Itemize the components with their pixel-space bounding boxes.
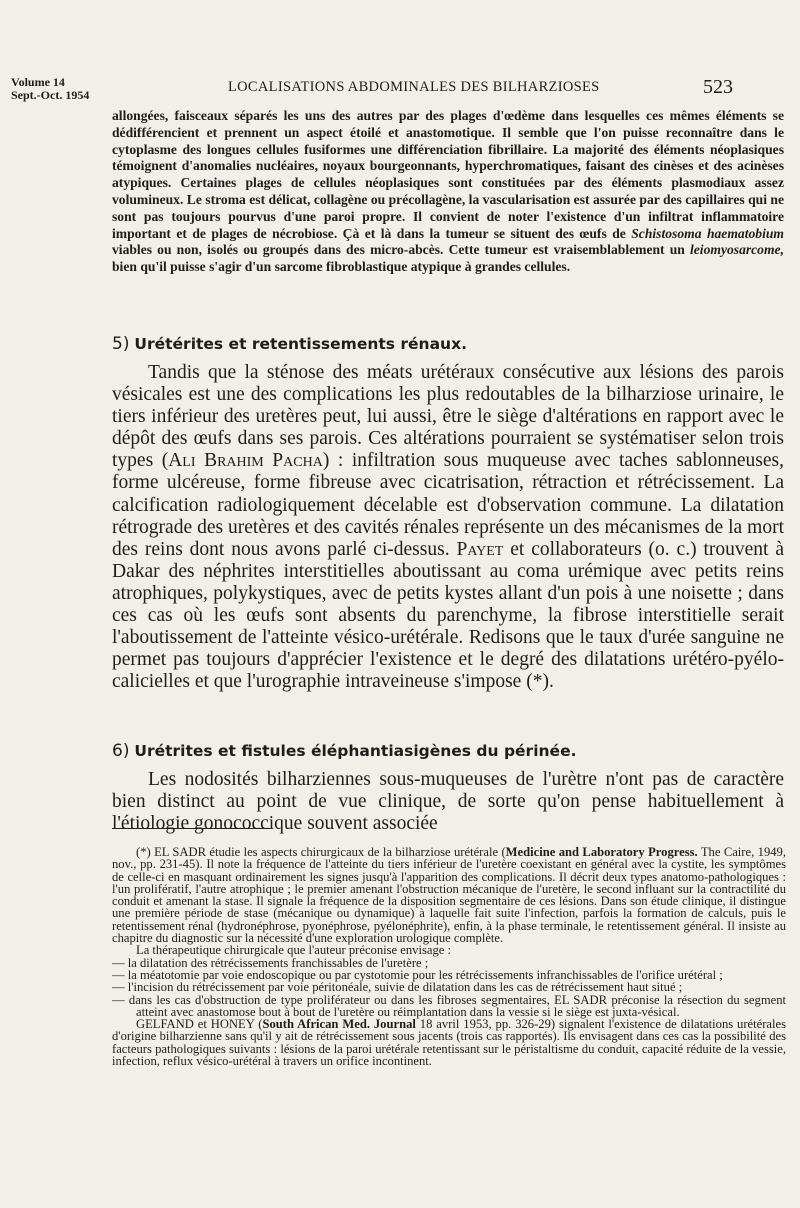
footnote-paragraph — [112, 1018, 786, 1067]
text-run: 18 avril 1953, pp. 326-29) signalent l'existence de dilatations urétérales d'origine bilharzienne sans qu'il y ait de rétrécissement sous jacents (trois cas rapportés). Ils envisagent dans ces cas la possibilité des facteurs pathologiques suivants : lésions de la paroi urétérale retentissant sur le péristaltisme du conduit, capacité réduite de la vessie, infection, reflux vésico-urétéral à travers un orifice incontinent. — [112, 1017, 786, 1069]
italic-diagnosis: leiomyosarcome, — [689, 242, 784, 258]
footnote-paragraph: La thérapeutique chirurgicale que l'auteur préconise envisage : — [136, 943, 451, 958]
paragraph-urethrites: Les nodosités bilharziennes sous-muqueuses de l'urètre n'ont pas de caractère bien distinct au point de vue clinique, de sorte qu'on pense habituellement à l'étiologie gonococcique souvent associée — [112, 769, 784, 835]
footnote-list-item: — la dilatation des rétrécissements franchissables de l'uretère ; — [112, 955, 429, 970]
footnote-paragraph — [112, 846, 786, 944]
text-run: Tandis que la sténose des méats urétéraux consécutive aux lésions des parois vésicales est une des complications les plus redoutables de la bilharziose urinaire, le tiers inférieur des uretères peut, lui aussi, être le siège d'altérations en rapport avec le dépôt des œufs dans ses parois. Ces altérations pourraient se systématiser selon trois types ( — [112, 362, 784, 472]
footnote-list-item: — l'incision du rétrécissement par voie péritonéale, suivie de dilatation dans les cas de rétrécissement haut situé ; — [112, 980, 683, 995]
footnote-list-item: — dans les cas d'obstruction de type proliférateur ou dans les fibroses segmentaires, EL SADR préconise la résection du segment atteint avec anastomose bout à bout de l'uretère ou réimplantation dans la vessie si le siège est juxta-vésical. — [112, 992, 786, 1019]
journal-title: South African Med. Journal — [262, 1017, 416, 1032]
running-title: LOCALISATIONS ABDOMINALES DES BILHARZIOSES — [228, 79, 600, 95]
section-title: Urétrites et fistules éléphantiasigènes du périnée. — [134, 742, 577, 760]
page-header — [0, 76, 800, 104]
paragraph-tumor-description — [112, 108, 784, 276]
footnote — [112, 846, 786, 1067]
volume-info — [11, 76, 89, 102]
author-name: Ali Brahim Pacha — [168, 450, 323, 472]
paragraph-ureterites — [112, 362, 784, 693]
journal-title: Medicine and Laboratory Progress. — [505, 845, 698, 859]
section-number: 5) — [112, 334, 130, 354]
page-number: 523 — [703, 76, 733, 98]
footnote-list-item: — la méatotomie par voie endoscopique ou par cystotomie pour les rétrécissements infranchissables de l'orifice urétéral ; — [112, 967, 723, 982]
text-run: GELFAND et HONEY ( — [136, 1017, 263, 1032]
text-run: The Caire, 1949, nov., pp. 231-45). Il note la fréquence de l'atteinte du tiers inférieur de l'uretère coexistant en général avec la cystite, les symptômes de celle-ci en masquant ordinairement les signes jusqu'à l'apparition des complications. Il décrit deux types anatomo-pathologiques : l'un prolifératif, l'autre atrophique ; le premier amenant l'obstruction mécanique de l'uretère, le second influant sur la contractilité du conduit et amenant la stase. Il signale la fréquence de la disposition segmentaire de ces lésions. Dans son étude clinique, il distingue une première période de stase (mécanique ou dynamique) à laquelle fait suite l'infection, parfois la formation de calculs, puis le retentissement rénal (hydronéphrose, pyonéphrose, pyélonéphrite), enfin, à la phase terminale, le retentissement général. Il insiste au chapitre du diagnostic sur la nécessité d'une exploration urologique complète. — [112, 845, 786, 946]
section-heading-5 — [112, 334, 467, 354]
text-run: bien qu'il puisse s'agir d'un sarcome fibroblastique atypique à grandes cellules. — [112, 259, 571, 275]
text-run: (*) EL SADR étudie les aspects chirurgicaux de la bilharziose urétérale ( — [136, 845, 506, 859]
text-run: viables ou non, isolés ou groupés dans des micro-abcès. Cette tumeur est vraisemblablement un — [112, 242, 690, 258]
footnote-separator — [112, 828, 270, 829]
author-name: Payet — [456, 538, 504, 560]
text-run: ) : infiltration sous muqueuse avec taches sablonneuses, forme ulcéreuse, forme fibreuse avec cicatrisation, rétraction et rétrécissement. La calcification radiologiquement décelable est d'observation commune. La dilatation rétrograde des uretères et des cavités rénales représente un des mécanismes de la mort des reins dont nous avons parlé ci-dessus. — [112, 450, 784, 560]
volume-label: Volume 14 — [11, 75, 65, 89]
section-title: Urétérites et retentissements rénaux. — [134, 335, 467, 353]
issue-date: Sept.-Oct. 1954 — [11, 88, 90, 102]
section-number: 6) — [112, 741, 130, 761]
text-run: et collaborateurs (o. c.) trouvent à Dakar des néphrites interstitielles aboutissant au coma urémique avec petits reins atrophiques, polykystiques, avec de petits kystes allant d'un pois à une noisette ; dans ces cas où les œufs sont absents du parenchyme, la fibrose interstitielle serait l'aboutissement de l'atteinte vésico-urétérale. Redisons que le taux d'urée sanguine ne permet pas toujours d'apprécier l'existence et le degré des dilatations urétéro-pyélo-calicielles et que l'urographie intraveineuse s'impose (*). — [112, 538, 784, 693]
text-run: allongées, faisceaux séparés les uns des autres par des plages d'œdème dans lesquelles ces mêmes éléments se dédifférencient et prennent un aspect étoilé et anastomotique. Il semble que l'on puisse reconnaître dans le cytoplasme des longues cellules fusiformes une différenciation fibrillaire. La majorité des éléments néoplasiques témoignent d'anomalies nucléaires, noyaux bourgeonnants, hyperchromatiques, faisant des cinèses et des acinèses atypiques. Certaines plages de cellules néoplasiques sont constituées par des éléments plasmodiaux assez volumineux. Le stroma est délicat, collagène ou précollagène, la vascularisation est assurée par des capillaires qui ne sont pas toujours pourvus d'une paroi propre. Il convient de noter l'existence d'un infiltrat inflammatoire important et de plages de nécrobiose. Çà et là dans la tumeur se situent des œufs de — [112, 108, 784, 241]
section-heading-6 — [112, 741, 576, 761]
italic-species-name: Schistosoma haematobium — [631, 225, 784, 241]
